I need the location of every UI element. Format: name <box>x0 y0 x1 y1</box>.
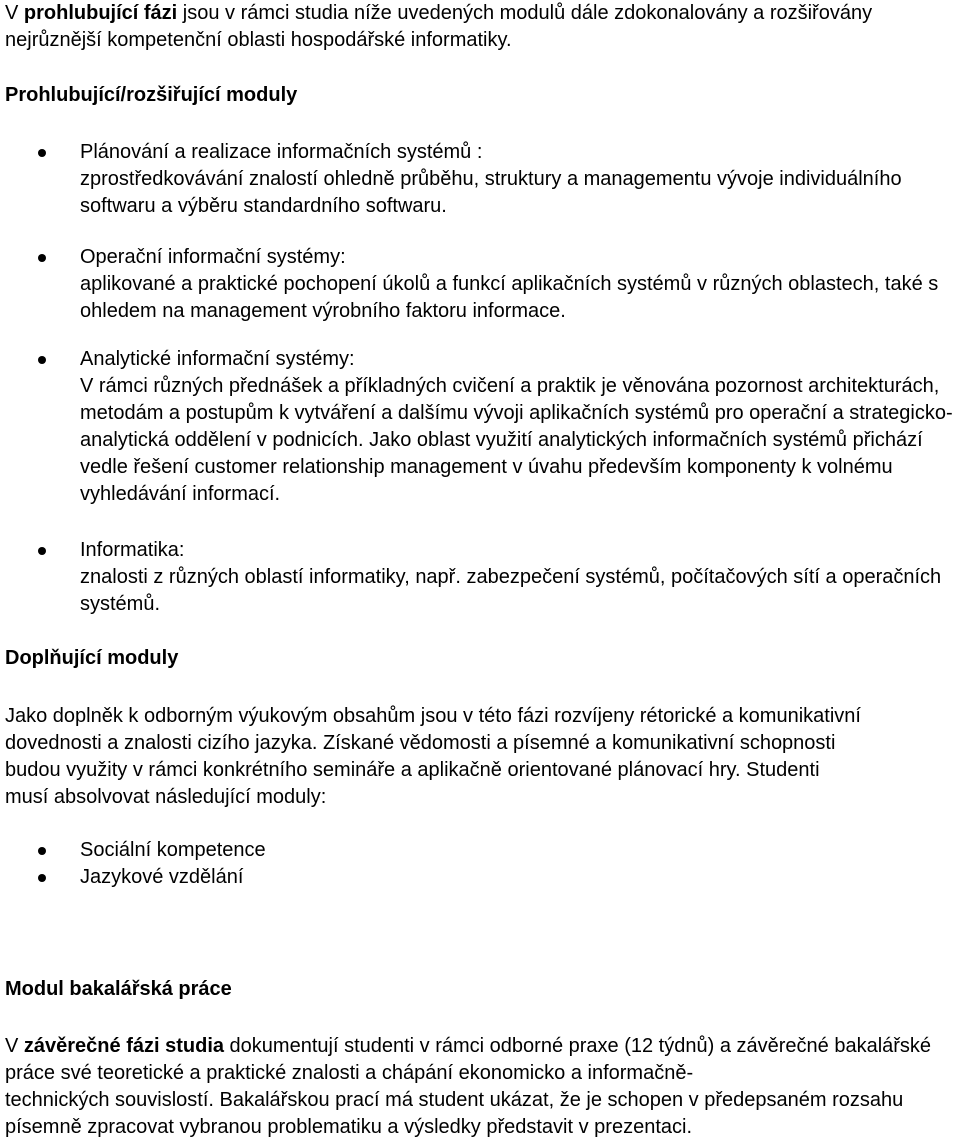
list-item <box>5 244 960 325</box>
list-item-text: aplikované a praktické pochopení úkolů a funkcí aplikačních systémů v různých oblastech, také s ohledem na management výrobního faktoru informace. <box>80 273 939 322</box>
section3-paragraph <box>5 1033 957 1141</box>
list-item-text: zprostředkovávání znalostí ohledně průběhu, struktury a managementu vývoje individuálního softwaru a výběru standardního softwaru. <box>80 168 902 217</box>
intro-paragraph <box>5 0 950 54</box>
list-item-text: znalosti z různých oblastí informatiky, např. zabezpečení systémů, počítačových sítí a operačních systémů. <box>80 566 942 615</box>
section3-line1: dokumentují studenti v rámci odborné praxe (12 týdnů) a závěrečné bakalářské práce své teoretické a praktické znalosti a chápání ekonomicko a informačně- <box>5 1035 932 1084</box>
list-item-text: V rámci různých přednášek a příkladných cvičení a praktik je věnována pozornost architekturách, metodám a postupům k vytváření a dalšímu vývoji aplikačních systémů pro operační a strategicko-analytická oddělení v podnicích. Jako oblast využití analytických informačních systémů přichází vedle řešení customer relationship management v úvahu především komponenty k volnému vyhledávání informací. <box>80 375 953 505</box>
list-item <box>5 537 960 618</box>
list-item <box>5 346 960 508</box>
intro-prefix: V <box>5 2 24 24</box>
list-item <box>5 139 960 220</box>
list-item-text: Sociální kompetence <box>80 839 266 861</box>
bullet-icon <box>38 149 46 157</box>
section2-list <box>5 837 605 891</box>
list-item-title: Analytické informační systémy: <box>80 348 355 370</box>
list-item-title: Informatika: <box>80 539 185 561</box>
list-item-title: Operační informační systémy: <box>80 246 346 268</box>
section3-prefix: V <box>5 1035 24 1057</box>
intro-rest: jsou v rámci studia níže uvedených modulů dále zdokonalovány a rozšiřovány nejrůznější kompetenční oblasti hospodářské informatiky. <box>5 2 873 51</box>
bullet-icon <box>38 847 46 855</box>
list-item <box>5 837 605 864</box>
section2-paragraph: Jako doplněk k odborným výukovým obsahům jsou v této fázi rozvíjeny rétorické a komunikativní dovednosti a znalosti cizího jazyka. Získané vědomosti a písemné a komunikativní schopnosti budou využity v rámci konkrétního semináře a aplikačně orientované plánovací hry. Studenti musí absolvovat následující moduly: <box>5 705 861 808</box>
bullet-icon <box>38 874 46 882</box>
intro-bold: prohlubující fázi <box>23 2 178 24</box>
section3-heading: Modul bakalářská práce <box>5 978 232 1000</box>
bullet-icon <box>38 356 46 364</box>
bullet-icon <box>38 254 46 262</box>
section2-heading: Doplňující moduly <box>5 647 179 669</box>
section3-bold: závěrečné fázi studia <box>23 1035 224 1057</box>
list-item <box>5 864 605 891</box>
section3-line2: technických souvislostí. Bakalářskou prací má student ukázat, že je schopen v předepsaném rozsahu písemně zpracovat vybranou problematiku a výsledky představit v prezentaci. <box>5 1089 904 1138</box>
list-item-text: Jazykové vzdělání <box>80 866 244 888</box>
section1-heading: Prohlubující/rozšiřující moduly <box>5 84 298 106</box>
bullet-icon <box>38 547 46 555</box>
list-item-title: Plánování a realizace informačních systémů : <box>80 141 483 163</box>
